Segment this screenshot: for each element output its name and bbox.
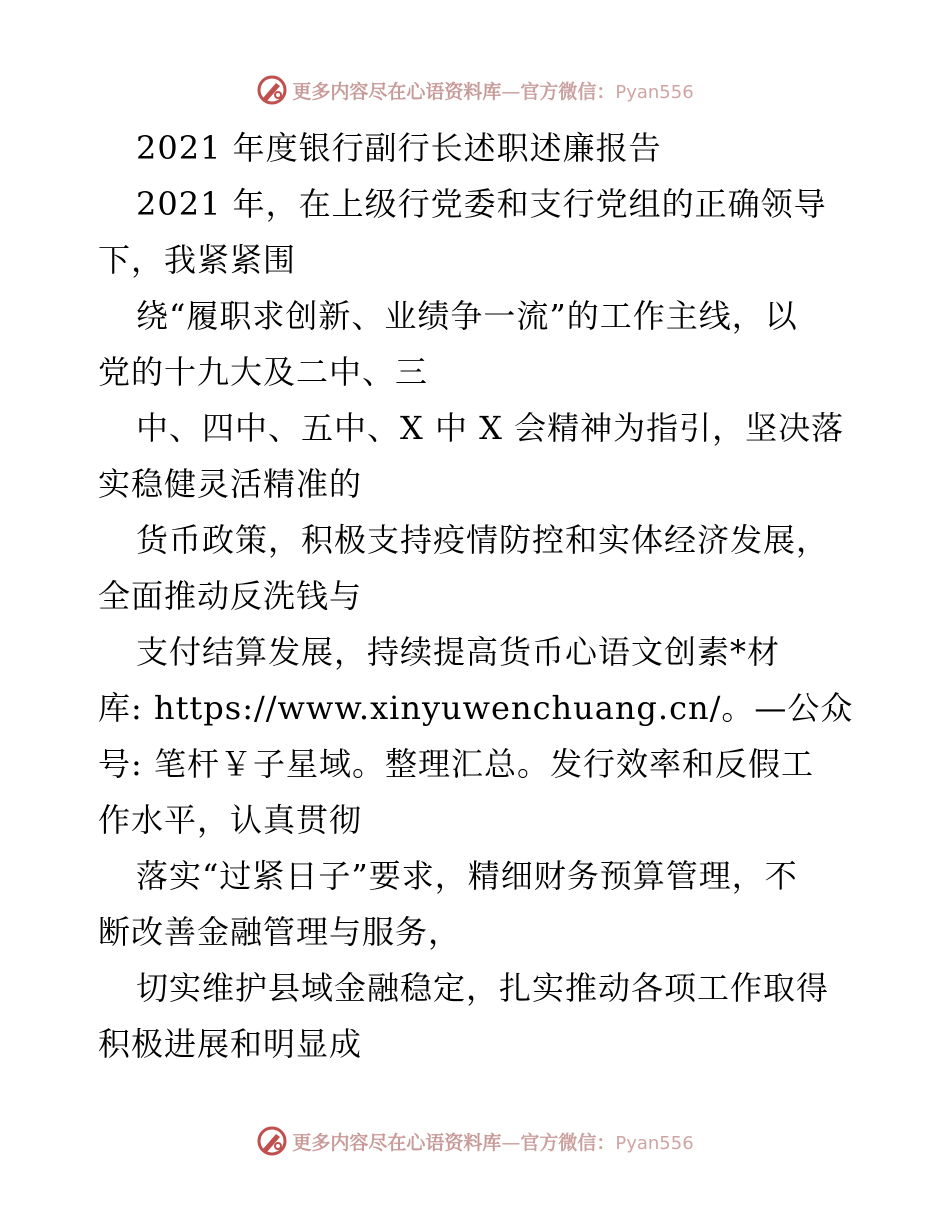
pen-circle-logo-icon [256,74,288,106]
document-line: 积极进展和明显成 [98,1025,363,1063]
watermark-brand: 更多内容尽在心语资料库 [292,1131,502,1154]
watermark-brand: 更多内容尽在心语资料库 [292,80,502,103]
header-watermark [0,70,950,110]
watermark-text [292,1128,693,1155]
document-line: 号: 笔杆￥子星域。整理汇总。发行效率和反假工 [98,745,814,783]
watermark-dash: — [501,1131,521,1154]
watermark-official: 官方微信： [520,80,616,103]
document-line: 切实维护县域金融稳定，扎实推动各项工作取得 [136,969,830,1007]
document-line: 库: https://www.xinyuwenchuang.cn/。—公众 [98,689,854,727]
document-line: 全面推动反洗钱与 [98,577,363,615]
document-line: 落实“过紧日子”要求，精细财务预算管理，不 [136,857,798,895]
watermark-wechat-id: Pyan556 [615,1132,694,1154]
document-line: 中、四中、五中、X 中 X 会精神为指引，坚决落 [136,409,845,447]
document-line: 绕“履职求创新、业绩争一流”的工作主线，以 [136,297,798,335]
document-line: 支付结算发展，持续提高货币心语文创素*材 [136,633,781,671]
document-line: 作水平，认真贯彻 [98,801,363,839]
document-line: 货币政策，积极支持疫情防控和实体经济发展， [136,521,830,559]
document-line: 2021 年，在上级行党委和支行党组的正确领导 [136,185,827,223]
watermark-official: 官方微信： [520,1131,616,1154]
document-body [98,120,858,1072]
footer-watermark [0,1121,950,1161]
document-line: 实稳健灵活精准的 [98,465,363,503]
document-line: 下，我紧紧围 [98,241,297,279]
watermark-dash: — [501,80,521,103]
watermark-text [292,77,693,104]
document-line: 党的十九大及二中、三 [98,353,429,391]
pen-circle-logo-icon [256,1125,288,1157]
document-line: 断改善金融管理与服务， [98,913,462,951]
document-title: 2021 年度银行副行长述职述廉报告 [136,129,662,167]
watermark-wechat-id: Pyan556 [615,81,694,103]
